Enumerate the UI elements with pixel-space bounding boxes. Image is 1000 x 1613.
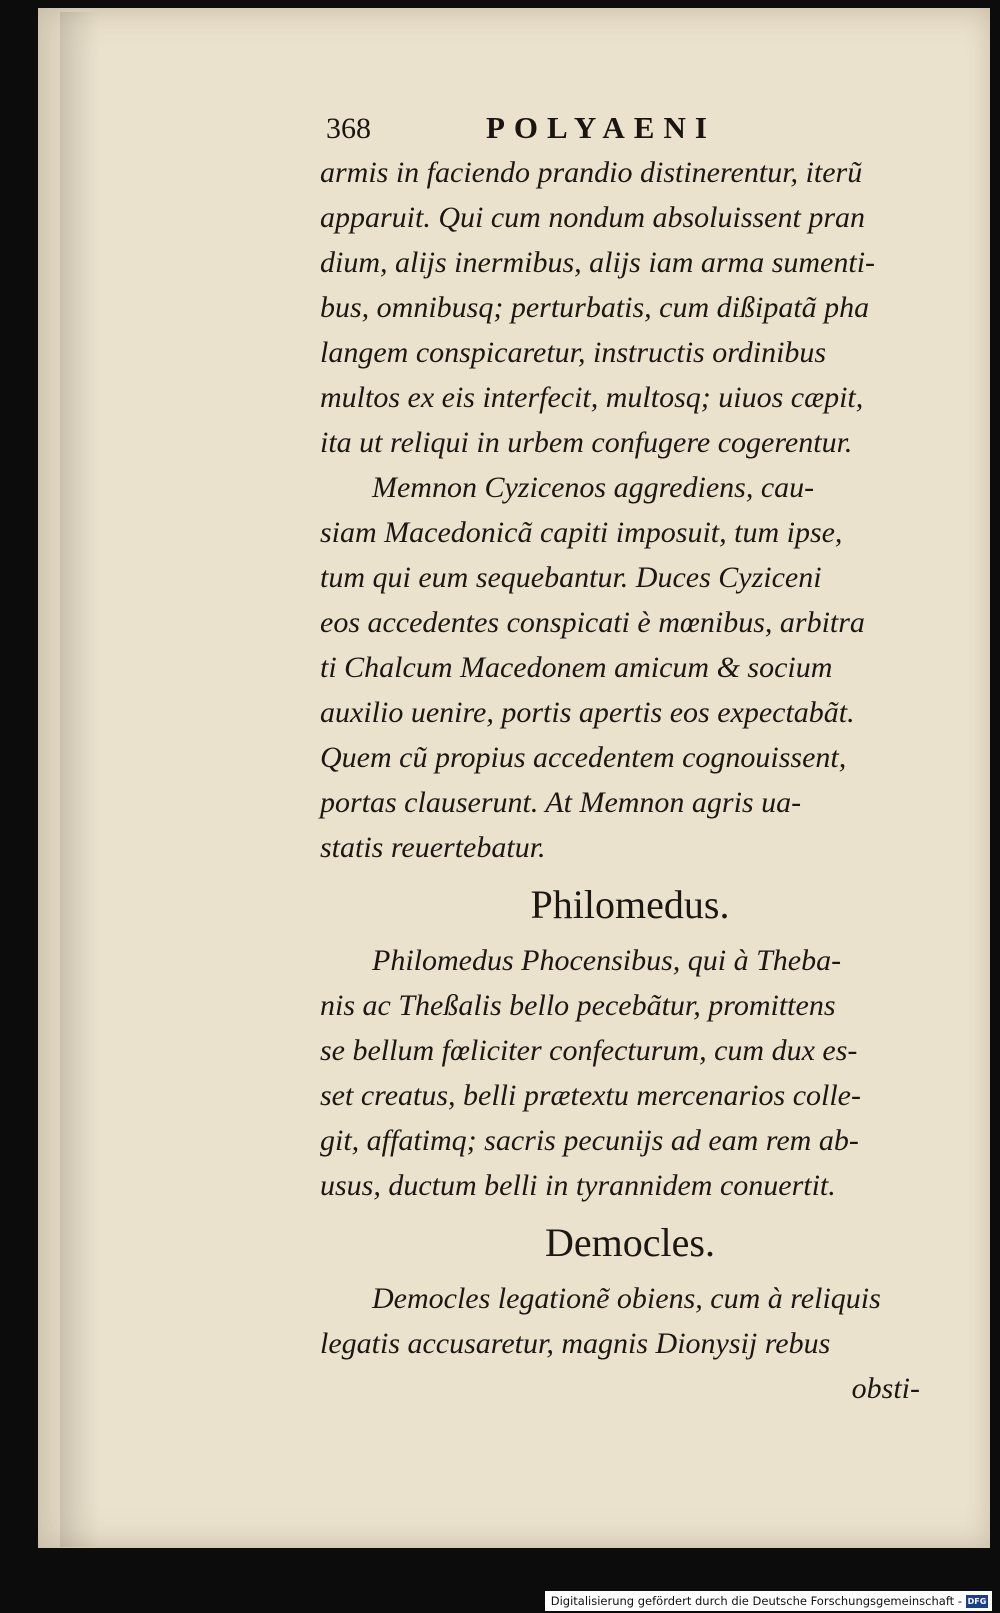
text-line: dium, alijs inermibus, alijs iam arma sumenti- [320, 246, 876, 279]
text-line: set creatus, belli prætextu mercenarios colle- [320, 1079, 861, 1112]
text-line: Philomedus Phocensibus, qui à Theba- [372, 944, 842, 977]
text-block [320, 150, 940, 1411]
digitization-credit [545, 1591, 992, 1611]
text-line: git, affatimq; sacris pecunijs ad eam rem ab- [320, 1124, 859, 1157]
text-line: siam Macedonicã capiti imposuit, tum ipse, [320, 516, 843, 549]
text-line: se bellum fœliciter confecturum, cum dux es- [320, 1034, 858, 1067]
text-line: langem conspicaretur, instructis ordinibus [320, 336, 827, 369]
text-line: legatis accusaretur, magnis Dionysij rebus [320, 1327, 831, 1360]
text-line: nis ac Theßalis bello pecebãtur, promittens [320, 989, 836, 1022]
text-line: armis in faciendo prandio distinerentur, iterũ [320, 156, 863, 189]
text-line: multos ex eis interfecit, multosq; uiuos cæpit, [320, 381, 864, 414]
text-line: apparuit. Qui cum nondum absoluissent pran [320, 201, 866, 234]
dfg-logo: DFG [967, 1596, 987, 1606]
text-line: statis reuertebatur. [320, 831, 546, 864]
catchword: obsti- [851, 1372, 920, 1405]
page-number: 368 [326, 112, 371, 145]
section-heading-democles: Democles. [545, 1220, 715, 1265]
text-line: ti Chalcum Macedonem amicum & socium [320, 651, 833, 684]
text-line: Democles legationẽ obiens, cum à reliquis [372, 1282, 881, 1315]
credit-text: Digitalisierung gefördert durch die Deutsche Forschungsgemeinschaft - [550, 1594, 962, 1608]
text-line: bus, omnibusq; perturbatis, cum dißipatã pha [320, 291, 870, 324]
text-line: usus, ductum belli in tyrannidem conuertit. [320, 1169, 836, 1202]
text-line: eos accedentes conspicati è mœnibus, arbitra [320, 606, 865, 639]
page-gutter-shadow [60, 12, 100, 1547]
page-header [326, 106, 766, 146]
text-line: Quem cũ propius accedentem cognouissent, [320, 741, 847, 774]
text-line: ita ut reliqui in urbem confugere cogerentur. [320, 426, 853, 459]
text-line: portas clauserunt. At Memnon agris ua- [320, 786, 802, 819]
text-line: tum qui eum sequebantur. Duces Cyziceni [320, 561, 822, 594]
text-line: Memnon Cyzicenos aggrediens, cau- [372, 471, 815, 504]
text-line: auxilio uenire, portis apertis eos expectabãt. [320, 696, 855, 729]
section-heading-philomedus: Philomedus. [530, 882, 730, 927]
running-title: POLYAENI [486, 110, 716, 145]
